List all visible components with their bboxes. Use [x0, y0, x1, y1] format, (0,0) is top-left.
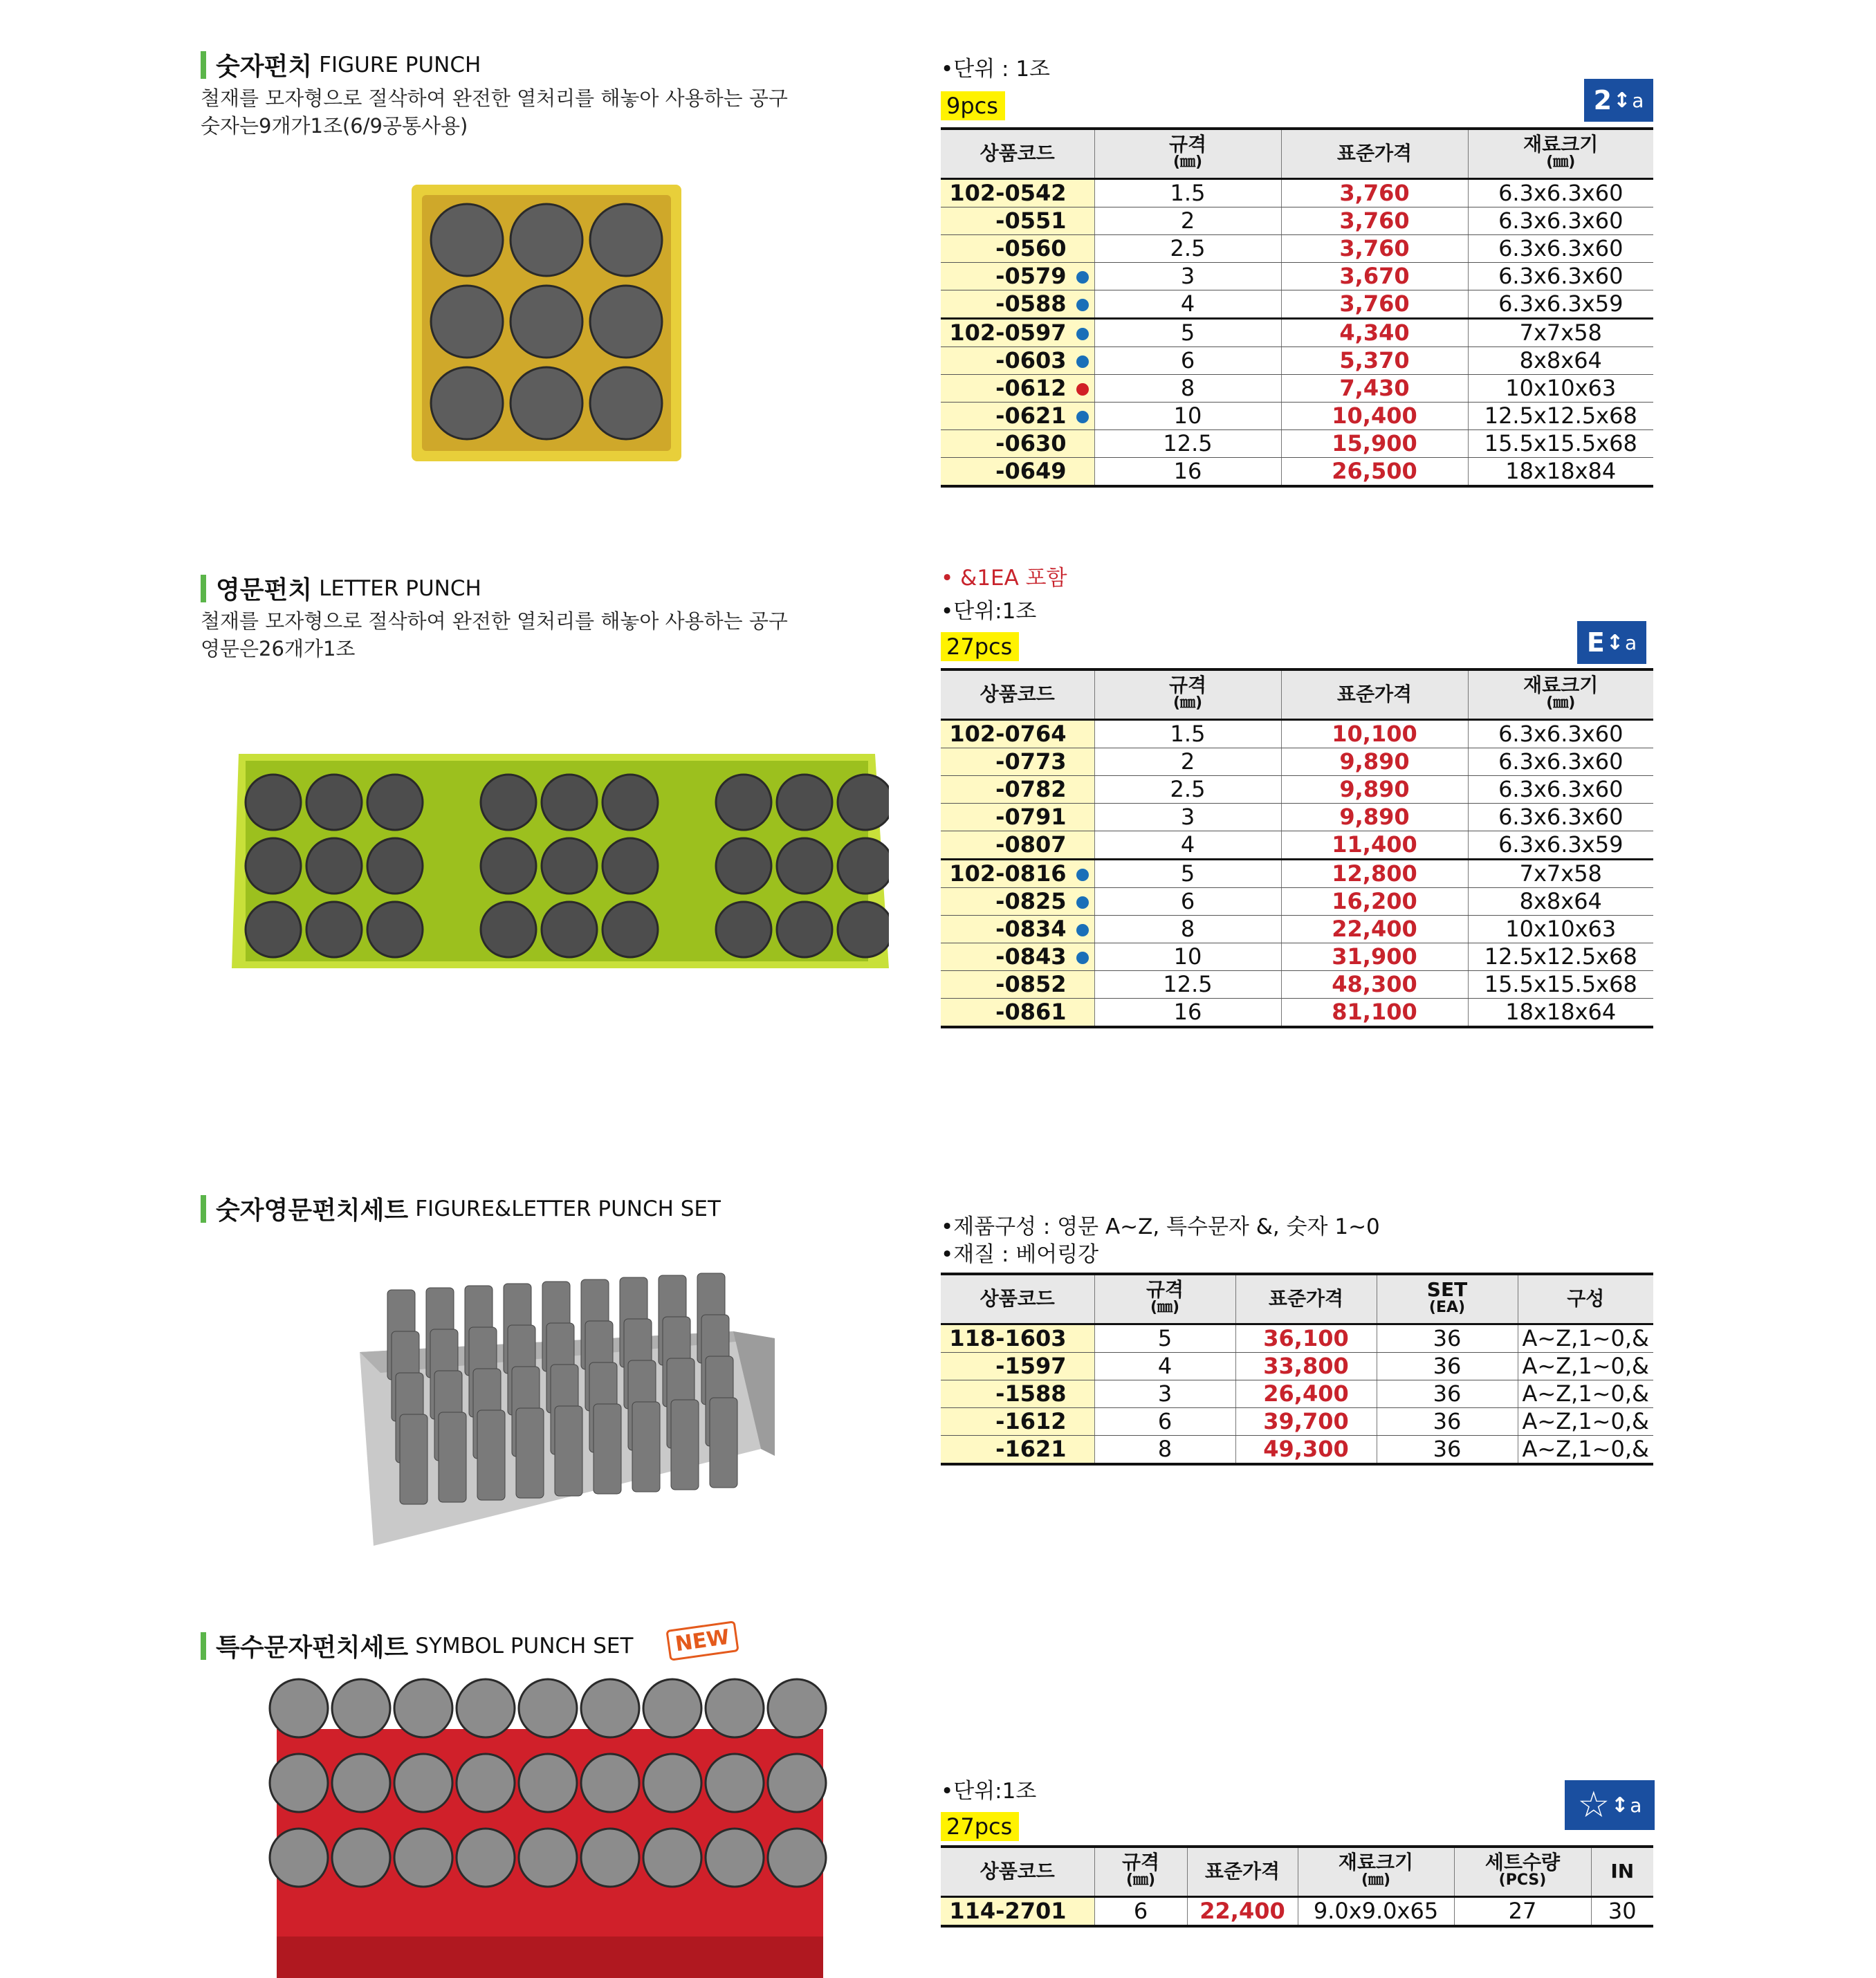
table-row — [941, 346, 1653, 374]
punch-head — [590, 204, 662, 276]
spec-cell: 3 — [1094, 262, 1281, 290]
table-row — [941, 207, 1653, 234]
material-size-cell: 6.3x6.3x60 — [1468, 207, 1653, 234]
punch-head — [603, 838, 658, 894]
header-in: IN — [1591, 1847, 1653, 1896]
punch-head — [768, 1754, 826, 1812]
punch-head — [777, 902, 832, 957]
header-set-quantity: 세트수량 (PCS) — [1454, 1847, 1591, 1896]
punch-head — [457, 1679, 515, 1737]
spec-cell: 2.5 — [1094, 775, 1281, 803]
table-row — [941, 719, 1653, 748]
material-size-cell: 7x7x58 — [1468, 318, 1653, 346]
price-cell: 22,400 — [1187, 1896, 1298, 1926]
product-code-cell: -1621 — [941, 1435, 1094, 1464]
spec-cell: 5 — [1094, 318, 1281, 346]
spec-cell: 8 — [1094, 1435, 1235, 1464]
spec-cell: 5 — [1094, 1324, 1235, 1352]
stock-dot-icon — [1076, 355, 1089, 368]
punch-head — [838, 902, 889, 957]
price-cell: 48,300 — [1281, 970, 1468, 998]
letter-included-note: • &1EA 포함 — [941, 566, 1067, 591]
material-size-cell: 12.5x12.5x68 — [1468, 943, 1653, 970]
header-material-size: 재료크기 (㎜) — [1298, 1847, 1454, 1896]
title-english: FIGURE PUNCH — [319, 52, 481, 77]
table-row — [941, 1324, 1653, 1352]
punch-head — [481, 775, 536, 830]
material-size-cell: 6.3x6.3x60 — [1468, 803, 1653, 831]
price-cell: 5,370 — [1281, 346, 1468, 374]
title-korean: 숫자펀치 — [216, 53, 313, 81]
material-size-cell: 18x18x84 — [1468, 457, 1653, 486]
material-size-cell: 7x7x58 — [1468, 859, 1653, 887]
punch-shank — [516, 1408, 544, 1498]
set-count-cell: 36 — [1377, 1380, 1518, 1407]
letter-unit-note: •단위:1조 — [941, 599, 1037, 624]
set-punch-table — [941, 1273, 1653, 1466]
material-size-cell: 6.3x6.3x59 — [1468, 290, 1653, 318]
composition-cell: A~Z,1~0,& — [1518, 1407, 1653, 1435]
table-row — [941, 859, 1653, 887]
product-code-cell: 118-1603 — [941, 1324, 1094, 1352]
header-product-code: 상품코드 — [941, 129, 1094, 178]
table-row — [941, 998, 1653, 1027]
header-price: 표준가격 — [1187, 1847, 1298, 1896]
product-code-cell: -0807 — [941, 831, 1094, 859]
punch-head — [643, 1679, 701, 1737]
product-code-cell: -1588 — [941, 1380, 1094, 1407]
table-row — [941, 1352, 1653, 1380]
product-code-cell: 114-2701 — [941, 1896, 1094, 1926]
product-code-cell: -0560 — [941, 234, 1094, 262]
new-badge: NEW — [665, 1620, 739, 1661]
punch-head — [431, 204, 503, 276]
title-accent-bar — [201, 1632, 206, 1660]
punch-head — [306, 902, 362, 957]
spec-cell: 12.5 — [1094, 429, 1281, 457]
spec-cell: 6 — [1094, 887, 1281, 915]
punch-shank — [671, 1400, 699, 1490]
letter-punch-title — [201, 571, 481, 606]
letter-size-icon: E ↕ a — [1577, 621, 1646, 664]
product-code-cell: -0579 — [941, 262, 1094, 290]
price-cell: 9,890 — [1281, 775, 1468, 803]
figure-punch-title — [201, 47, 481, 82]
stock-dot-icon — [1076, 328, 1089, 340]
table-row — [941, 374, 1653, 402]
table-row — [941, 429, 1653, 457]
material-size-cell: 15.5x15.5x68 — [1468, 970, 1653, 998]
in-cell: 30 — [1591, 1896, 1653, 1926]
header-spec: 규격 (㎜) — [1094, 669, 1281, 719]
punch-head — [581, 1829, 639, 1887]
spec-cell: 8 — [1094, 374, 1281, 402]
material-size-cell: 6.3x6.3x60 — [1468, 178, 1653, 207]
price-cell: 31,900 — [1281, 943, 1468, 970]
price-cell: 39,700 — [1235, 1407, 1377, 1435]
punch-head — [581, 1754, 639, 1812]
set-punch-photo — [346, 1241, 789, 1560]
figure-punch-photo — [408, 181, 685, 465]
title-korean: 숫자영문펀치세트 — [216, 1196, 409, 1225]
spec-cell: 1.5 — [1094, 719, 1281, 748]
table-row — [941, 234, 1653, 262]
material-size-cell: 8x8x64 — [1468, 346, 1653, 374]
table-row — [941, 290, 1653, 318]
material-size-cell: 6.3x6.3x60 — [1468, 234, 1653, 262]
product-code-cell: -0861 — [941, 998, 1094, 1027]
punch-head — [511, 204, 582, 276]
set-count-cell: 36 — [1377, 1435, 1518, 1464]
punch-head — [511, 286, 582, 358]
spec-cell: 4 — [1094, 1352, 1235, 1380]
title-accent-bar — [201, 1195, 206, 1223]
figure-punch-description — [201, 84, 788, 140]
header-product-code: 상품코드 — [941, 1847, 1094, 1896]
price-cell: 10,400 — [1281, 402, 1468, 429]
spec-cell: 8 — [1094, 915, 1281, 943]
header-product-code: 상품코드 — [941, 1274, 1094, 1324]
price-cell: 4,340 — [1281, 318, 1468, 346]
stock-dot-icon — [1076, 924, 1089, 936]
spec-cell: 2.5 — [1094, 234, 1281, 262]
header-composition: 구성 — [1518, 1274, 1653, 1324]
price-cell: 7,430 — [1281, 374, 1468, 402]
material-size-cell: 6.3x6.3x59 — [1468, 831, 1653, 859]
price-cell: 81,100 — [1281, 998, 1468, 1027]
stock-dot-icon — [1076, 299, 1089, 311]
price-cell: 36,100 — [1235, 1324, 1377, 1352]
punch-head — [367, 838, 423, 894]
spec-cell: 16 — [1094, 457, 1281, 486]
product-code-cell: -0649 — [941, 457, 1094, 486]
punch-head — [643, 1754, 701, 1812]
material-size-cell: 9.0x9.0x65 — [1298, 1896, 1454, 1926]
punch-head — [542, 775, 597, 830]
symbol-size-icon: ☆ ↕ a — [1565, 1780, 1655, 1830]
punch-head — [716, 838, 771, 894]
product-code-cell: -1597 — [941, 1352, 1094, 1380]
table-row — [941, 178, 1653, 207]
product-code-cell: -0834 — [941, 915, 1094, 943]
spec-cell: 2 — [1094, 748, 1281, 775]
price-cell: 16,200 — [1281, 887, 1468, 915]
spec-cell: 2 — [1094, 207, 1281, 234]
punch-head — [706, 1754, 764, 1812]
table-row — [941, 831, 1653, 859]
stock-dot-icon — [1076, 411, 1089, 423]
punch-head — [706, 1679, 764, 1737]
title-accent-bar — [201, 51, 206, 79]
punch-head — [457, 1754, 515, 1812]
header-spec: 규격 (㎜) — [1094, 1847, 1187, 1896]
table-row — [941, 1435, 1653, 1464]
punch-head — [777, 838, 832, 894]
product-code-cell: -1612 — [941, 1407, 1094, 1435]
punch-head — [431, 286, 503, 358]
table-row — [941, 943, 1653, 970]
punch-head — [367, 902, 423, 957]
spec-cell: 3 — [1094, 1380, 1235, 1407]
table-row — [941, 748, 1653, 775]
material-size-cell: 6.3x6.3x60 — [1468, 748, 1653, 775]
spec-cell: 6 — [1094, 1407, 1235, 1435]
punch-head — [768, 1829, 826, 1887]
material-size-cell: 6.3x6.3x60 — [1468, 719, 1653, 748]
symbol-punch-title — [201, 1628, 633, 1663]
product-code-cell: 102-0764 — [941, 719, 1094, 748]
header-spec: 규격 (㎜) — [1094, 129, 1281, 178]
composition-cell: A~Z,1~0,& — [1518, 1380, 1653, 1407]
punch-head — [246, 838, 301, 894]
punch-head — [603, 902, 658, 957]
product-code-cell: -0843 — [941, 943, 1094, 970]
material-size-cell: 8x8x64 — [1468, 887, 1653, 915]
spec-cell: 10 — [1094, 402, 1281, 429]
header-material-size: 재료크기 (㎜) — [1468, 669, 1653, 719]
punch-head — [519, 1829, 577, 1887]
set-quantity-cell: 27 — [1454, 1896, 1591, 1926]
table-row — [941, 262, 1653, 290]
punch-head — [603, 775, 658, 830]
punch-head — [246, 775, 301, 830]
product-code-cell: -0612 — [941, 374, 1094, 402]
table-row — [941, 318, 1653, 346]
symbol-punch-table — [941, 1845, 1653, 1928]
spec-cell: 4 — [1094, 290, 1281, 318]
price-cell: 12,800 — [1281, 859, 1468, 887]
punch-shank — [710, 1398, 737, 1488]
punch-head — [511, 367, 582, 439]
composition-cell: A~Z,1~0,& — [1518, 1324, 1653, 1352]
punch-shank — [632, 1402, 660, 1492]
material-size-cell: 6.3x6.3x60 — [1468, 262, 1653, 290]
punch-head — [519, 1754, 577, 1812]
material-size-cell: 10x10x63 — [1468, 374, 1653, 402]
letter-pcs-badge: 27pcs — [941, 632, 1019, 661]
punch-head — [246, 902, 301, 957]
price-cell: 9,890 — [1281, 748, 1468, 775]
stock-dot-icon — [1076, 896, 1089, 909]
stock-dot-icon — [1076, 952, 1089, 964]
punch-shank — [400, 1414, 427, 1504]
punch-head — [481, 902, 536, 957]
price-cell: 3,670 — [1281, 262, 1468, 290]
table-row — [941, 970, 1653, 998]
product-code-cell: 102-0597 — [941, 318, 1094, 346]
product-code-cell: 102-0816 — [941, 859, 1094, 887]
punch-head — [542, 838, 597, 894]
punch-head — [270, 1829, 328, 1887]
spec-cell: 3 — [1094, 803, 1281, 831]
description-line: 영문은26개가1조 — [201, 637, 356, 660]
product-code-cell: -0588 — [941, 290, 1094, 318]
punch-shank — [477, 1410, 505, 1500]
symbol-pcs-badge: 27pcs — [941, 1812, 1019, 1841]
table-row — [941, 1380, 1653, 1407]
punch-head — [716, 902, 771, 957]
punch-head — [270, 1754, 328, 1812]
stock-dot-icon — [1076, 383, 1089, 396]
material-size-cell: 12.5x12.5x68 — [1468, 402, 1653, 429]
punch-head — [394, 1679, 452, 1737]
symbol-punch-photo — [256, 1674, 851, 1978]
punch-head — [777, 775, 832, 830]
price-cell: 3,760 — [1281, 178, 1468, 207]
table-row — [941, 803, 1653, 831]
punch-head — [367, 775, 423, 830]
punch-head — [481, 838, 536, 894]
price-cell: 11,400 — [1281, 831, 1468, 859]
price-cell: 10,100 — [1281, 719, 1468, 748]
price-cell: 33,800 — [1235, 1352, 1377, 1380]
punch-head — [431, 367, 503, 439]
set-count-cell: 36 — [1377, 1352, 1518, 1380]
punch-head — [590, 367, 662, 439]
punch-head — [394, 1829, 452, 1887]
table-row — [941, 887, 1653, 915]
set-punch-title — [201, 1191, 721, 1226]
table-row — [941, 915, 1653, 943]
figure-unit-note: •단위 : 1조 — [941, 57, 1050, 82]
punch-head — [542, 902, 597, 957]
punch-head — [716, 775, 771, 830]
set-material-note: •재질 : 베어링강 — [941, 1242, 1099, 1267]
punch-shank — [555, 1406, 582, 1496]
spec-cell: 12.5 — [1094, 970, 1281, 998]
price-cell: 15,900 — [1281, 429, 1468, 457]
title-accent-bar — [201, 575, 206, 602]
title-english: FIGURE&LETTER PUNCH SET — [415, 1196, 721, 1221]
letter-punch-table — [941, 668, 1653, 1028]
number-size-icon: 2 ↕ a — [1584, 79, 1653, 122]
spec-cell: 6 — [1094, 346, 1281, 374]
spec-cell: 6 — [1094, 1896, 1187, 1926]
punch-head — [643, 1829, 701, 1887]
stock-dot-icon — [1076, 271, 1089, 284]
product-code-cell: -0773 — [941, 748, 1094, 775]
spec-cell: 4 — [1094, 831, 1281, 859]
header-price: 표준가격 — [1235, 1274, 1377, 1324]
table-row — [941, 775, 1653, 803]
punch-shank — [594, 1404, 621, 1494]
letter-punch-description — [201, 607, 788, 663]
material-size-cell: 6.3x6.3x60 — [1468, 775, 1653, 803]
punch-head — [838, 775, 889, 830]
product-code-cell: -0630 — [941, 429, 1094, 457]
spec-cell: 5 — [1094, 859, 1281, 887]
punch-head — [706, 1829, 764, 1887]
punch-head — [581, 1679, 639, 1737]
set-composition-note: •제품구성 : 영문 A~Z, 특수문자 &, 숫자 1~0 — [941, 1214, 1380, 1239]
header-price: 표준가격 — [1281, 669, 1468, 719]
punch-head — [768, 1679, 826, 1737]
title-english: SYMBOL PUNCH SET — [415, 1633, 634, 1658]
price-cell: 3,760 — [1281, 207, 1468, 234]
header-material-size: 재료크기 (㎜) — [1468, 129, 1653, 178]
product-code-cell: -0551 — [941, 207, 1094, 234]
figure-punch-table — [941, 127, 1653, 488]
stock-dot-icon — [1076, 869, 1089, 881]
product-code-cell: -0791 — [941, 803, 1094, 831]
punch-head — [270, 1679, 328, 1737]
composition-cell: A~Z,1~0,& — [1518, 1435, 1653, 1464]
description-line: 숫자는9개가1조(6/9공통사용) — [201, 114, 468, 138]
price-cell: 22,400 — [1281, 915, 1468, 943]
punch-head — [838, 838, 889, 894]
punch-head — [394, 1754, 452, 1812]
table-row — [941, 1407, 1653, 1435]
description-line: 철재를 모자형으로 절삭하여 완전한 열처리를 해놓아 사용하는 공구 — [201, 86, 788, 110]
header-spec: 규격 (㎜) — [1094, 1274, 1235, 1324]
table-row — [941, 402, 1653, 429]
table-row — [941, 457, 1653, 486]
header-product-code: 상품코드 — [941, 669, 1094, 719]
punch-head — [519, 1679, 577, 1737]
table-row — [941, 1896, 1653, 1926]
letter-punch-photo — [225, 733, 889, 989]
price-cell: 9,890 — [1281, 803, 1468, 831]
product-code-cell: 102-0542 — [941, 178, 1094, 207]
price-cell: 49,300 — [1235, 1435, 1377, 1464]
spec-cell: 1.5 — [1094, 178, 1281, 207]
header-price: 표준가격 — [1281, 129, 1468, 178]
description-line: 철재를 모자형으로 절삭하여 완전한 열처리를 해놓아 사용하는 공구 — [201, 609, 788, 633]
title-korean: 특수문자펀치세트 — [216, 1634, 409, 1662]
symbol-unit-note: •단위:1조 — [941, 1779, 1037, 1804]
price-cell: 3,760 — [1281, 234, 1468, 262]
figure-pcs-badge: 9pcs — [941, 91, 1005, 120]
product-code-cell: -0621 — [941, 402, 1094, 429]
price-cell: 26,400 — [1235, 1380, 1377, 1407]
punch-head — [306, 775, 362, 830]
product-code-cell: -0852 — [941, 970, 1094, 998]
punch-shank — [439, 1412, 466, 1502]
product-code-cell: -0825 — [941, 887, 1094, 915]
material-size-cell: 18x18x64 — [1468, 998, 1653, 1027]
punch-head — [332, 1829, 390, 1887]
punch-head — [590, 286, 662, 358]
punch-head — [457, 1829, 515, 1887]
header-set-count: SET (EA) — [1377, 1274, 1518, 1324]
punch-head — [332, 1679, 390, 1737]
spec-cell: 16 — [1094, 998, 1281, 1027]
price-cell: 3,760 — [1281, 290, 1468, 318]
title-korean: 영문펀치 — [216, 576, 313, 604]
composition-cell: A~Z,1~0,& — [1518, 1352, 1653, 1380]
material-size-cell: 15.5x15.5x68 — [1468, 429, 1653, 457]
set-count-cell: 36 — [1377, 1407, 1518, 1435]
punch-head — [306, 838, 362, 894]
spec-cell: 10 — [1094, 943, 1281, 970]
price-cell: 26,500 — [1281, 457, 1468, 486]
material-size-cell: 10x10x63 — [1468, 915, 1653, 943]
set-count-cell: 36 — [1377, 1324, 1518, 1352]
product-code-cell: -0782 — [941, 775, 1094, 803]
title-english: LETTER PUNCH — [319, 575, 481, 601]
punch-head — [332, 1754, 390, 1812]
product-code-cell: -0603 — [941, 346, 1094, 374]
